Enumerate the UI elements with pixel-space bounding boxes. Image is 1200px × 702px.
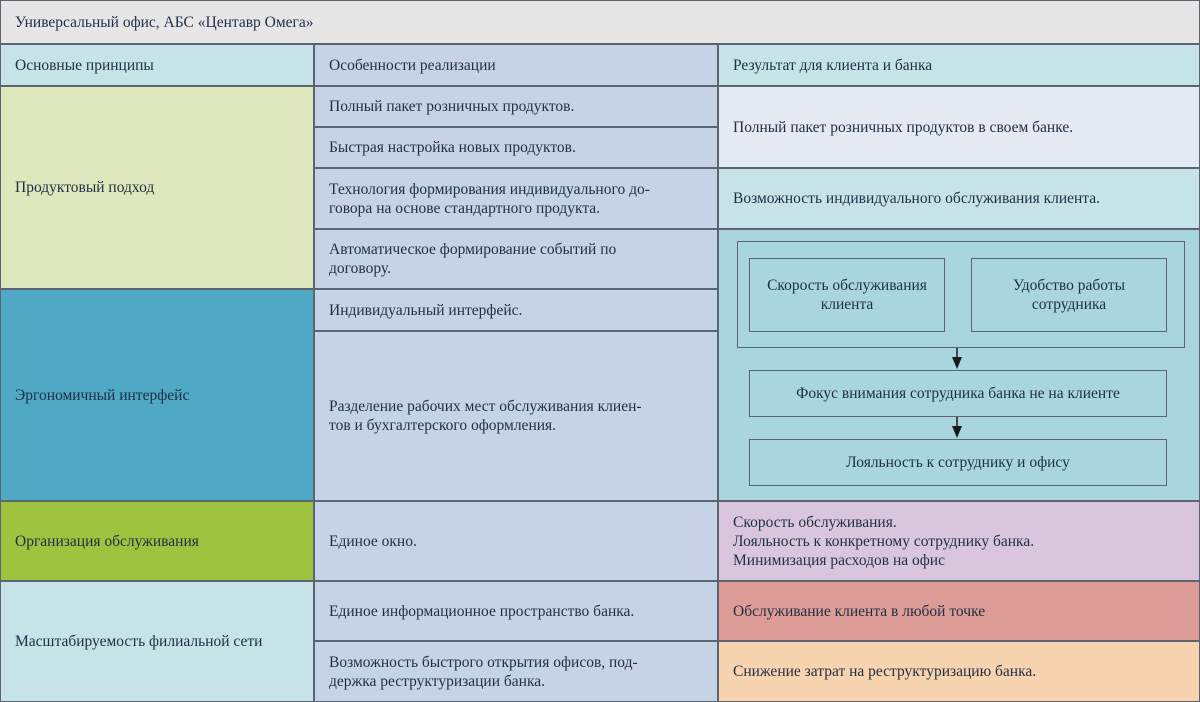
table-title-text: Универсальный офис, АБС «Центавр Омега» (15, 13, 314, 31)
feature-info-space (314, 581, 718, 641)
flow-speed-text: Скорость обслуживания клиента (767, 277, 927, 313)
principle-scalability-text: Масштабируемость филиальной сети (15, 633, 263, 650)
principle-scalability (0, 581, 314, 702)
result-organization-text: Скорость обслуживания. Лояльность к конкретному сотруднику банка. Минимизация расходов на офис (733, 513, 1035, 569)
feature-fast-opening (314, 641, 718, 702)
header-features (314, 44, 718, 86)
flow-loyalty-box (749, 439, 1167, 486)
principle-ergonomic-text: Эргономичный интерфейс (15, 386, 190, 404)
header-result-text: Результат для клиента и банка (733, 56, 933, 74)
table-title (0, 0, 1200, 44)
feature-individual-interface-text: Индивидуальный интерфейс. (329, 301, 523, 319)
principle-organization (0, 501, 314, 581)
feature-info-space-text: Единое информационное пространство банка. (329, 602, 635, 620)
arrow-down-icon (949, 417, 965, 439)
flow-convenience-box (971, 258, 1167, 332)
principle-product-text: Продуктовый подход (15, 179, 155, 196)
feature-individual-contract-text: Технология формирования индивидуального до- говора на основе стандартного продукта. (329, 180, 650, 217)
result-any-point-text: Обслуживание клиента в любой точке (733, 602, 986, 620)
feature-individual-contract (314, 168, 718, 229)
feature-retail-package-text: Полный пакет розничных продуктов. (329, 98, 575, 115)
arrow-down-icon (949, 348, 965, 370)
result-organization (718, 501, 1200, 581)
header-result (718, 44, 1200, 86)
feature-single-window (314, 501, 718, 581)
flow-convenience-text: Удобство работы сотрудника (1012, 277, 1126, 313)
feature-fast-setup-text: Быстрая настройка новых продуктов. (329, 139, 576, 156)
result-individual-service (718, 168, 1200, 229)
feature-auto-events (314, 229, 718, 289)
flow-loyalty-text: Лояльность к сотруднику и офису (846, 454, 1070, 471)
result-retail-package-text: Полный пакет розничных продуктов в своем банке. (733, 118, 1074, 136)
principle-product (0, 86, 314, 289)
flow-focus-text: Фокус внимания сотрудника банка не на клиенте (796, 385, 1120, 402)
feature-fast-setup (314, 127, 718, 168)
principle-organization-text: Организация обслуживания (15, 532, 199, 550)
flow-focus-box (749, 370, 1167, 417)
feature-auto-events-text: Автоматическое формирование событий по договору. (329, 241, 617, 277)
feature-single-window-text: Единое окно. (329, 532, 417, 550)
principle-ergonomic (0, 289, 314, 501)
result-individual-service-text: Возможность индивидуального обслуживания клиента. (733, 190, 1101, 207)
header-principles (0, 44, 314, 86)
flow-speed-box (749, 258, 945, 332)
result-restructuring (718, 641, 1200, 702)
result-any-point (718, 581, 1200, 641)
header-features-text: Особенности реализации (329, 56, 496, 74)
feature-individual-interface (314, 289, 718, 331)
result-restructuring-text: Снижение затрат на реструктуризацию банка. (733, 663, 1037, 680)
feature-retail-package (314, 86, 718, 127)
feature-fast-opening-text: Возможность быстрого открытия офисов, под- держка реструктуризации банка. (329, 653, 638, 690)
feature-workplace-separation (314, 331, 718, 501)
feature-workplace-separation-text: Разделение рабочих мест обслуживания клиен- тов и бухгалтерского оформления. (329, 398, 642, 434)
result-retail-package (718, 86, 1200, 168)
header-principles-text: Основные принципы (15, 56, 154, 74)
